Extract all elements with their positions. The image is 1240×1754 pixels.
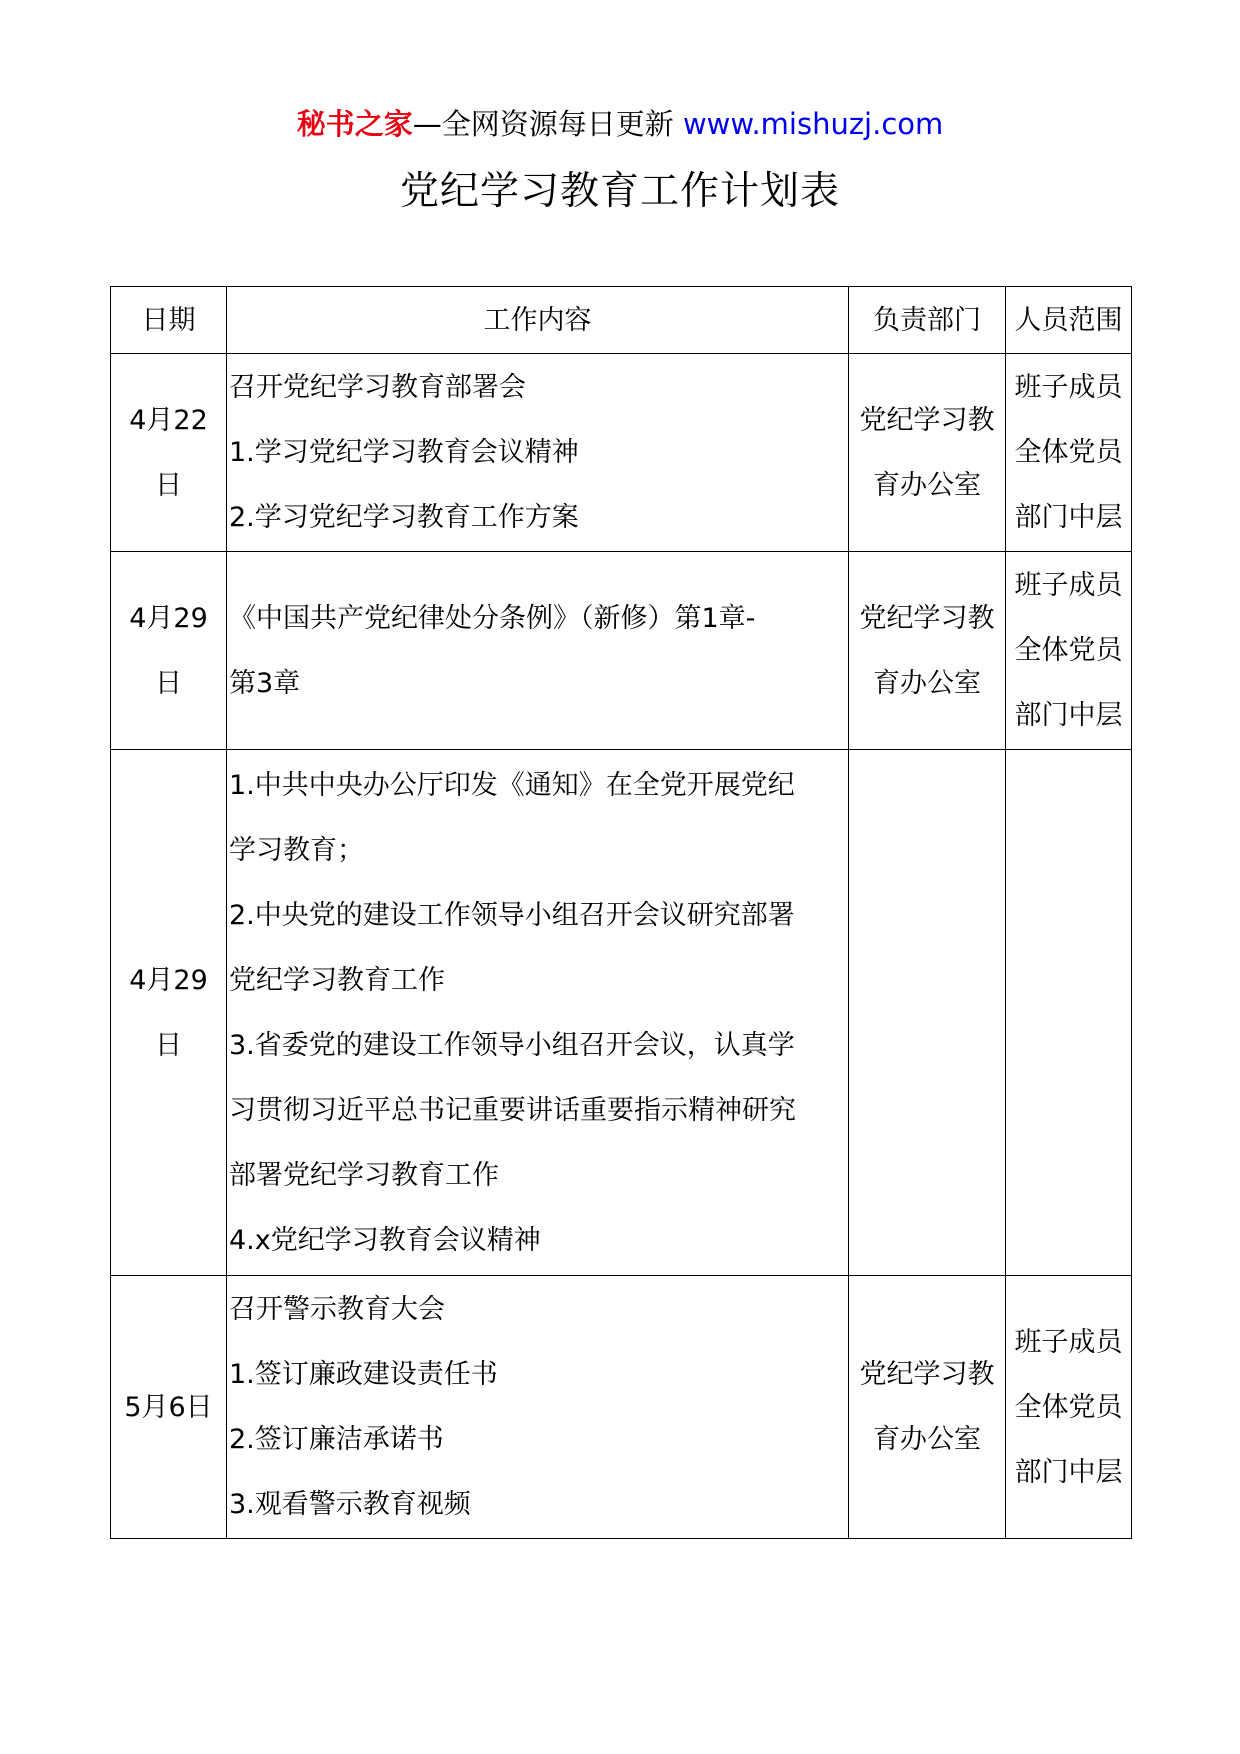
column-header-dept: 负责部门 xyxy=(849,287,1006,354)
content-line: 2.签订廉洁承诺书 xyxy=(229,1424,444,1455)
content-line: 党纪学习教育工作 xyxy=(229,964,445,996)
scope-line: 全体党员 xyxy=(1014,437,1123,468)
table-row xyxy=(111,750,1132,1276)
table-row xyxy=(111,552,1132,750)
content-line: 3.观看警示教育视频 xyxy=(229,1489,471,1520)
date-cell xyxy=(111,750,227,1276)
dept-line: 育办公室 xyxy=(873,667,981,699)
dept-cell xyxy=(849,750,1006,1276)
date-line: 日 xyxy=(155,667,182,699)
scope-line: 全体党员 xyxy=(1014,635,1123,666)
dept-line: 育办公室 xyxy=(873,1424,981,1455)
content-cell xyxy=(227,750,849,1276)
date-line: 4月29 xyxy=(129,964,208,996)
date-cell xyxy=(111,354,227,552)
page-title: 党纪学习教育工作计划表 xyxy=(399,169,840,214)
dept-cell xyxy=(849,354,1006,552)
content-line: 1.中共中央办公厅印发《通知》在全党开展党纪 xyxy=(229,769,795,801)
content-line: 召开党纪学习教育部署会 xyxy=(229,372,526,403)
dept-line: 党纪学习教 xyxy=(859,404,995,436)
tagline: —全网资源每日更新 xyxy=(412,107,683,141)
content-cell xyxy=(227,354,849,552)
scope-line: 部门中层 xyxy=(1014,700,1123,731)
scope-cell xyxy=(1006,552,1132,750)
scope-cell xyxy=(1006,354,1132,552)
table-row xyxy=(111,354,1132,552)
content-line: 第3章 xyxy=(229,667,301,699)
content-line: 习贯彻习近平总书记重要讲话重要指示精神研究 xyxy=(229,1094,796,1126)
dept-line: 党纪学习教 xyxy=(859,602,995,634)
dept-cell xyxy=(849,552,1006,750)
dept-cell xyxy=(849,1276,1006,1539)
brand-name: 秘书之家 xyxy=(296,107,413,141)
scope-line: 全体党员 xyxy=(1014,1391,1123,1423)
content-cell xyxy=(227,1276,849,1539)
date-line: 4月29 xyxy=(129,602,208,634)
scope-line: 部门中层 xyxy=(1014,502,1123,533)
date-line: 日 xyxy=(155,469,182,501)
column-header-date: 日期 xyxy=(111,287,227,354)
content-line: 2.学习党纪学习教育工作方案 xyxy=(229,502,579,533)
scope-cell xyxy=(1006,1276,1132,1539)
work-plan-table xyxy=(110,286,1132,1539)
dept-line: 党纪学习教 xyxy=(859,1359,995,1390)
table-header-row xyxy=(111,287,1132,354)
scope-line: 班子成员 xyxy=(1014,570,1123,601)
content-cell xyxy=(227,552,849,750)
scope-line: 班子成员 xyxy=(1014,1326,1123,1358)
content-line: 学习教育； xyxy=(229,834,364,866)
content-line: 部署党纪学习教育工作 xyxy=(229,1159,499,1191)
content-line: 3.省委党的建设工作领导小组召开会议，认真学 xyxy=(229,1029,795,1061)
table-row xyxy=(111,1276,1132,1539)
content-line: 《中国共产党纪律处分条例》（新修）第1章- xyxy=(229,602,756,634)
content-line: 召开警示教育大会 xyxy=(229,1294,445,1325)
date-cell xyxy=(111,552,227,750)
column-header-content: 工作内容 xyxy=(227,287,849,354)
column-header-scope: 人员范围 xyxy=(1006,287,1132,354)
scope-line: 部门中层 xyxy=(1014,1456,1123,1488)
date-cell xyxy=(111,1276,227,1539)
content-line: 4.x党纪学习教育会议精神 xyxy=(229,1224,541,1256)
scope-cell xyxy=(1006,750,1132,1276)
date-line: 4月22 xyxy=(129,404,208,436)
dept-line: 育办公室 xyxy=(873,469,981,501)
date-line: 日 xyxy=(155,1029,182,1061)
site-url-link[interactable]: www.mishuzj.com xyxy=(682,107,944,141)
content-line: 1.签订廉政建设责任书 xyxy=(229,1359,498,1390)
content-line: 1.学习党纪学习教育会议精神 xyxy=(229,437,579,468)
site-header xyxy=(0,100,1240,148)
scope-line: 班子成员 xyxy=(1014,372,1123,403)
date-line: 5月6日 xyxy=(124,1391,213,1423)
content-line: 2.中央党的建设工作领导小组召开会议研究部署 xyxy=(229,899,795,931)
